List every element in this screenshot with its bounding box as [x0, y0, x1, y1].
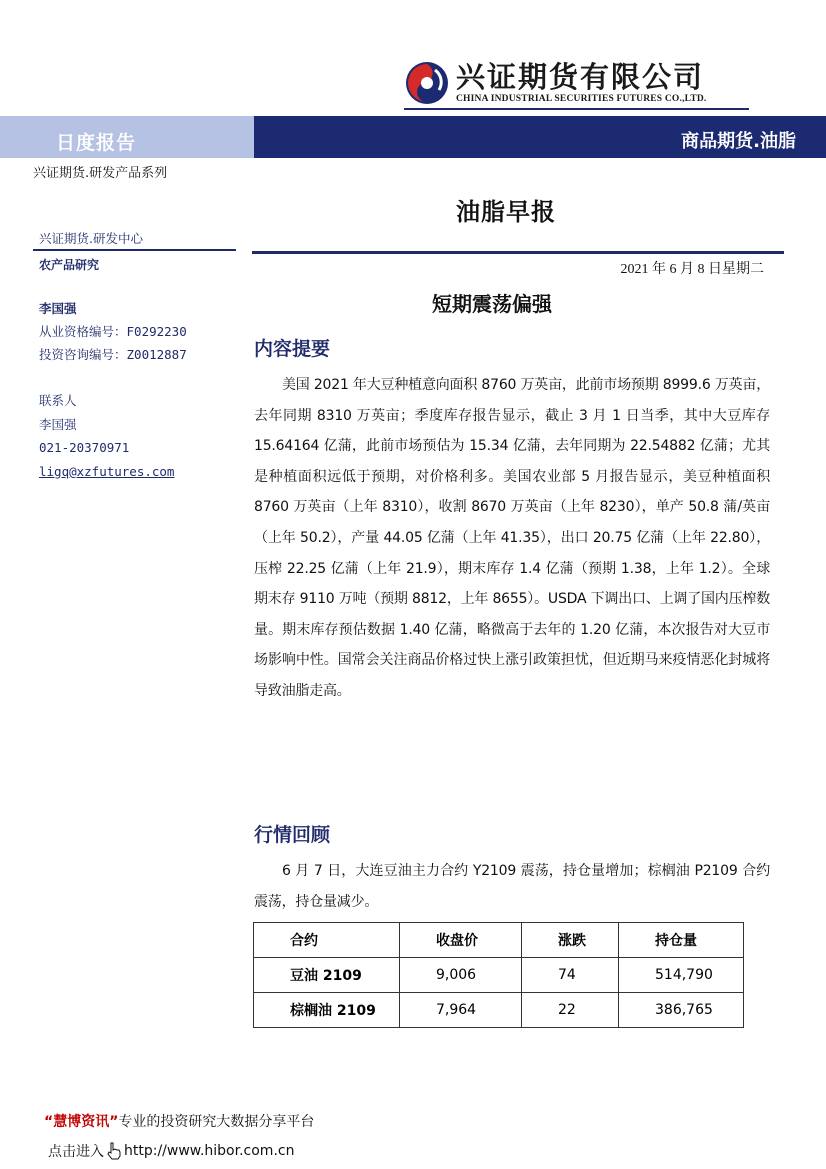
summary-title: 内容提要	[254, 338, 331, 360]
table-cell: 9,006	[400, 958, 522, 993]
table-cell: 7,964	[400, 993, 522, 1028]
license-number: 从业资格编号：F0292230	[39, 324, 187, 339]
table-cell: 74	[522, 958, 619, 993]
table-cell: 棕榈油 2109	[254, 993, 400, 1028]
table-header-cell: 持仓量	[619, 923, 744, 958]
product-series: 兴证期货.研发产品系列	[33, 166, 168, 181]
main-divider	[252, 251, 784, 254]
analyst-name: 李国强	[39, 301, 77, 316]
review-text: 6 月 7 日，大连豆油主力合约 Y2109 震荡，持仓量增加；棕榈油 P2109 合约震荡，持仓量减少。	[254, 863, 770, 910]
contact-email-link[interactable]: ligq@xzfutures.com	[39, 463, 175, 479]
company-name-cn: 兴证期货有限公司	[456, 60, 705, 94]
table-header-cell: 收盘价	[400, 923, 522, 958]
sidebar-divider	[33, 249, 236, 251]
department: 兴证期货.研发中心	[39, 231, 143, 246]
company-logo	[404, 58, 707, 108]
report-type: 日度报告	[56, 132, 137, 154]
header-divider	[404, 108, 749, 110]
quote-table	[253, 922, 744, 1028]
footer-url-link[interactable]: http://www.hibor.com.cn	[124, 1143, 295, 1159]
review-title: 行情回顾	[254, 824, 331, 846]
table-cell: 22	[522, 993, 619, 1028]
report-category: 商品期货.油脂	[681, 131, 796, 152]
company-logo-icon	[404, 60, 450, 106]
contact-info	[39, 389, 174, 483]
company-name-en: CHINA INDUSTRIAL SECURITIES FUTURES CO.,LTD.	[456, 94, 707, 104]
contact-name: 李国强	[39, 416, 77, 432]
analyst-info	[39, 297, 187, 366]
table-row	[254, 958, 744, 993]
table-header-cell: 合约	[254, 923, 400, 958]
doc-title: 油脂早报	[456, 198, 556, 226]
report-date: 2021 年 6 月 8 日星期二	[620, 262, 764, 277]
footer-link-line: 点击进入 http://www.hibor.com.cn	[48, 1143, 295, 1160]
headline: 短期震荡偏强	[432, 292, 552, 316]
hand-pointer-icon	[106, 1142, 122, 1160]
contact-phone: 021-20370971	[39, 440, 130, 455]
table-row	[254, 993, 744, 1028]
footer-slogan: “慧博资讯”专业的投资研究大数据分享平台	[44, 1114, 315, 1130]
table-header-row	[254, 923, 744, 958]
summary-text: 美国 2021 年大豆种植意向面积 8760 万英亩，此前市场预期 8999.6 万英亩，去年同期 8310 万英亩；季度库存报告显示，截止 3 月 1 日当季，其中大豆库存 15.64164 亿蒲，此前市场预估为 15.34 亿蒲，去年同期为 22.54882 亿蒲；尤其是种植面积远低于预期，对价格利多。美国农业部 5 月报告显示，美豆种植面积 8760 万英亩（上年 8310），收割 8670 万英亩（上年 8230），单产 50.8 蒲/英亩（上年 50.2），产量 44.05 亿蒲（上年 41.35），出口 20.75 亿蒲（上年 22.80），压榨 22.25 亿蒲（上年 21.9），期末库存 1.4 亿蒲（预期 1.38，上年 1.2）。全球期末存 9110 万吨（预期 8812，上年 8655）。USDA 下调出口、上调了国内压榨数量。期末库存预估数据 1.40 亿蒲，略微高于去年的 1.20 亿蒲，本次报告对大豆市场影响中性。国常会关注商品价格过快上涨引政策担忧，但近期马来疫情恶化封城将导致油脂走高。	[254, 377, 770, 699]
table-header-cell: 涨跌	[522, 923, 619, 958]
sub-department: 农产品研究	[39, 258, 100, 272]
footer-brand: 慧博资讯	[53, 1114, 110, 1130]
contact-label: 联系人	[39, 393, 77, 408]
consult-number: 投资咨询编号：Z0012887	[39, 347, 187, 362]
table-cell: 514,790	[619, 958, 744, 993]
table-cell: 豆油 2109	[254, 958, 400, 993]
table-cell: 386,765	[619, 993, 744, 1028]
